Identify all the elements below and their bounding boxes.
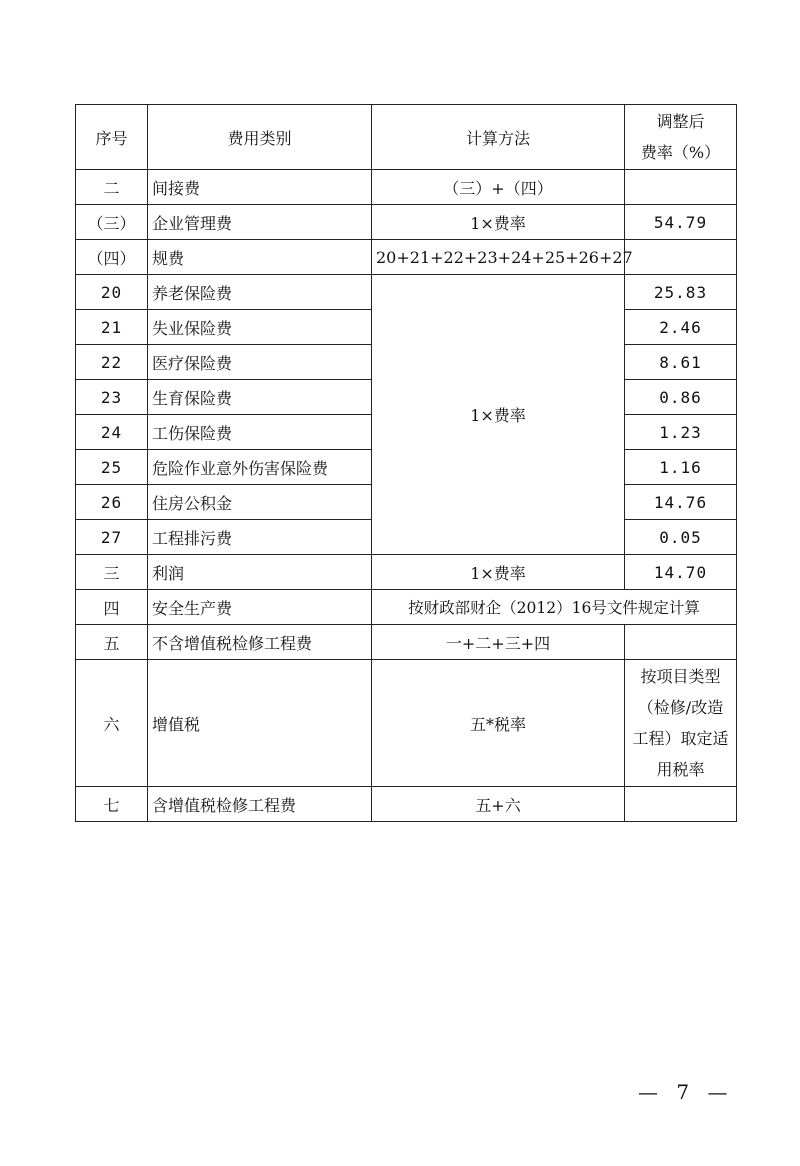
table-row bbox=[76, 170, 737, 205]
row-category: 危险作业意外伤害保险费 bbox=[148, 450, 372, 485]
rate-note-line: （检修/改造 bbox=[637, 698, 724, 717]
row-seq: 二 bbox=[76, 170, 148, 205]
header-method: 计算方法 bbox=[372, 105, 625, 170]
header-category: 费用类别 bbox=[148, 105, 372, 170]
rate-note-line: 工程）取定适 bbox=[632, 729, 729, 748]
row-category: 养老保险费 bbox=[148, 275, 372, 310]
row-rate bbox=[625, 240, 737, 275]
table-row bbox=[76, 625, 737, 660]
row-category: 失业保险费 bbox=[148, 310, 372, 345]
rate-note-line: 用税率 bbox=[656, 760, 705, 779]
fee-rate-table bbox=[75, 104, 737, 822]
row-category: 工程排污费 bbox=[148, 520, 372, 555]
row-category: 不含增值税检修工程费 bbox=[148, 625, 372, 660]
row-rate: 14.76 bbox=[625, 485, 737, 520]
row-seq: 七 bbox=[76, 787, 148, 822]
row-category: 住房公积金 bbox=[148, 485, 372, 520]
row-rate: 8.61 bbox=[625, 345, 737, 380]
table-header-row bbox=[76, 105, 737, 170]
header-rate-line2: 费率（%） bbox=[640, 143, 721, 162]
row-category: 安全生产费 bbox=[148, 590, 372, 625]
row-seq: 20 bbox=[76, 275, 148, 310]
row-seq: 23 bbox=[76, 380, 148, 415]
row-rate: 14.70 bbox=[625, 555, 737, 590]
row-category: 生育保险费 bbox=[148, 380, 372, 415]
rate-note-line: 按项目类型 bbox=[640, 667, 721, 686]
row-seq: 22 bbox=[76, 345, 148, 380]
row-method: 五*税率 bbox=[372, 660, 625, 787]
row-rate: 0.86 bbox=[625, 380, 737, 415]
row-rate: 1.23 bbox=[625, 415, 737, 450]
table-row bbox=[76, 275, 737, 310]
row-rate: 1.16 bbox=[625, 450, 737, 485]
row-category: 工伤保险费 bbox=[148, 415, 372, 450]
header-rate-line1: 调整后 bbox=[656, 112, 705, 131]
row-method-merged: 按财政部财企（2012）16号文件规定计算 bbox=[372, 590, 737, 625]
header-seq: 序号 bbox=[76, 105, 148, 170]
row-category: 规费 bbox=[148, 240, 372, 275]
row-seq: （四） bbox=[76, 240, 148, 275]
row-method: 五+六 bbox=[372, 787, 625, 822]
table-row bbox=[76, 590, 737, 625]
table-row bbox=[76, 787, 737, 822]
row-seq: 26 bbox=[76, 485, 148, 520]
row-rate: 54.79 bbox=[625, 205, 737, 240]
row-seq: 21 bbox=[76, 310, 148, 345]
row-category: 利润 bbox=[148, 555, 372, 590]
row-seq: （三） bbox=[76, 205, 148, 240]
row-seq: 四 bbox=[76, 590, 148, 625]
row-method: （三）+（四） bbox=[372, 170, 625, 205]
row-category: 含增值税检修工程费 bbox=[148, 787, 372, 822]
row-category: 增值税 bbox=[148, 660, 372, 787]
row-category: 企业管理费 bbox=[148, 205, 372, 240]
row-category: 间接费 bbox=[148, 170, 372, 205]
row-seq: 六 bbox=[76, 660, 148, 787]
row-category: 医疗保险费 bbox=[148, 345, 372, 380]
row-method: 1×费率 bbox=[372, 555, 625, 590]
row-method: 1×费率 bbox=[372, 205, 625, 240]
row-rate: 0.05 bbox=[625, 520, 737, 555]
row-rate-note bbox=[625, 660, 737, 787]
row-method: 一+二+三+四 bbox=[372, 625, 625, 660]
row-seq: 27 bbox=[76, 520, 148, 555]
row-seq: 三 bbox=[76, 555, 148, 590]
row-seq: 24 bbox=[76, 415, 148, 450]
row-rate bbox=[625, 625, 737, 660]
table-row bbox=[76, 205, 737, 240]
header-rate bbox=[625, 105, 737, 170]
row-seq: 五 bbox=[76, 625, 148, 660]
row-rate: 25.83 bbox=[625, 275, 737, 310]
page-number: — 7 — bbox=[638, 1080, 734, 1104]
table-row bbox=[76, 555, 737, 590]
row-rate: 2.46 bbox=[625, 310, 737, 345]
table-row bbox=[76, 660, 737, 787]
row-method-merged: 1×费率 bbox=[372, 275, 625, 555]
row-rate bbox=[625, 170, 737, 205]
row-seq: 25 bbox=[76, 450, 148, 485]
row-rate bbox=[625, 787, 737, 822]
table-row bbox=[76, 240, 737, 275]
row-method: 20+21+22+23+24+25+26+27 bbox=[372, 240, 625, 275]
